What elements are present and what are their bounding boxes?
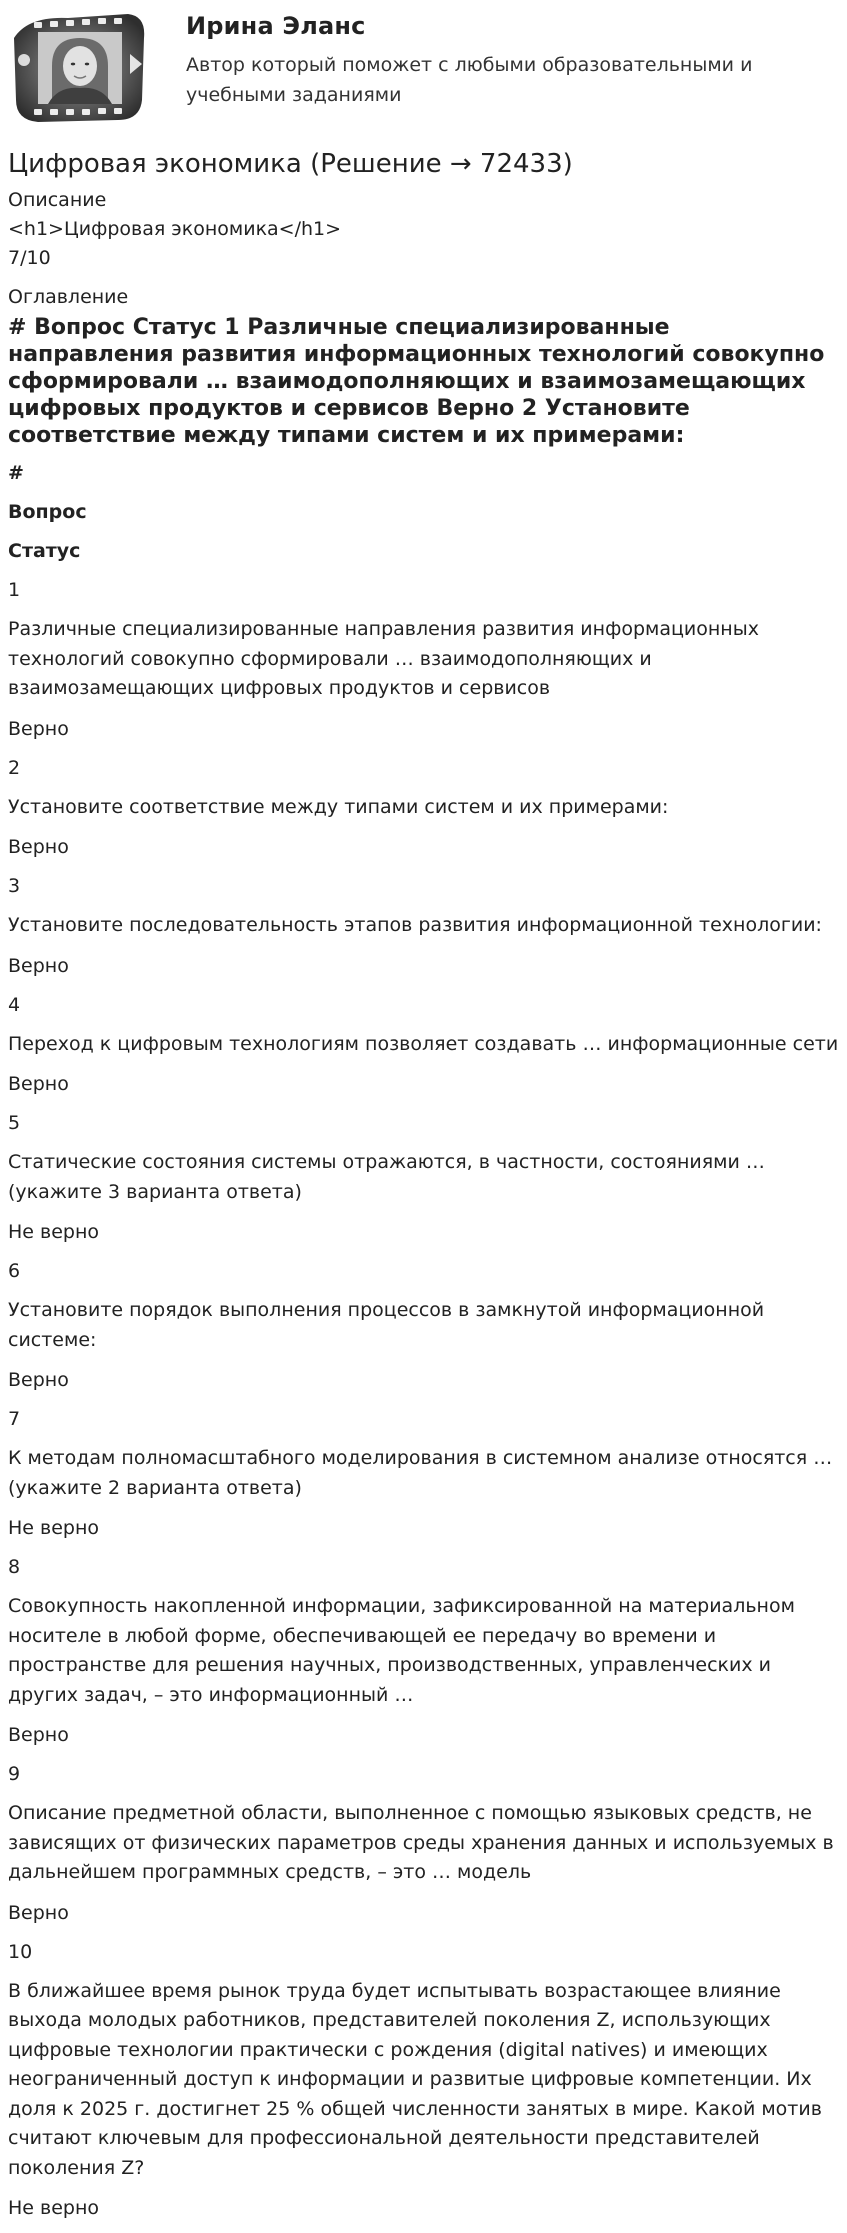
question-text: Статические состояния системы отражаются, в частности, состояниями … (укажите 3 варианта ответа) xyxy=(8,1151,765,1203)
question-text: Совокупность накопленной информации, зафиксированной на материальном носителе в любой форме, обеспечивающей ее передачу во времени и пространстве для решения научных, производственных, управленческих и других задач, – это информационный … xyxy=(8,1595,795,1706)
question-status: Не верно xyxy=(8,1221,100,1243)
question-number: 9 xyxy=(8,1763,21,1785)
question-text: В ближайшее время рынок труда будет испытывать возрастающее влияние выхода молодых работников, представителей поколения Z, использующих цифровые технологии практически с рождения (digital natives) и имеющих неограниченный доступ к информации и развитые цифровые компетенции. Их доля к 2025 г. достигнет 25 % общей численности занятых в мире. Какой мотив считают ключевым для профессиональной деятельности представителей поколения Z? xyxy=(8,1979,822,2179)
toc-label: Оглавление xyxy=(8,286,129,308)
question-status: Верно xyxy=(8,1901,69,1924)
question-number: 5 xyxy=(8,1112,21,1134)
question-text: Установите соответствие между типами систем и их примерами: xyxy=(8,795,669,818)
question-status: Верно xyxy=(8,836,69,858)
question-text: Установите порядок выполнения процессов в замкнутой информационной системе: xyxy=(8,1299,765,1351)
question-text: Установите последовательность этапов развития информационной технологии: xyxy=(8,914,822,936)
question-status: Верно xyxy=(8,717,69,740)
author-name[interactable]: Ирина Эланс xyxy=(186,12,366,40)
question-row xyxy=(8,1553,840,1749)
question-row xyxy=(8,872,840,980)
question-status: Верно xyxy=(8,954,69,977)
column-status-header: Статус xyxy=(8,540,81,562)
question-number: 6 xyxy=(8,1260,21,1282)
question-status: Не верно xyxy=(8,1517,100,1539)
column-question-header: Вопрос xyxy=(8,501,87,523)
question-row xyxy=(8,1257,840,1394)
author-header xyxy=(0,0,847,140)
main-content xyxy=(8,146,840,2233)
question-number: 4 xyxy=(8,993,21,1016)
question-number: 1 xyxy=(8,579,21,601)
question-text: Различные специализированные направления развития информационных технологий совокупно сформировали … взаимодополняющих и взаимозамещающих цифровых продуктов и сервисов xyxy=(8,618,759,699)
author-avatar[interactable] xyxy=(8,8,150,126)
question-number: 3 xyxy=(8,875,21,897)
question-number: 8 xyxy=(8,1556,21,1578)
question-number: 10 xyxy=(8,1940,33,1963)
description-label: Описание xyxy=(8,189,107,211)
toc-heading: # Вопрос Статус 1 Различные специализированные направления развития информационных технологий совокупно сформировали … взаимодополняющих и взаимозамещающих цифровых продуктов и сервисов Верно 2 Установите соответствие между типами систем и их примерами: xyxy=(8,315,825,448)
question-text: Переход к цифровым технологиям позволяет создавать … информационные сети xyxy=(8,1032,839,1055)
question-text: Описание предметной области, выполненное с помощью языковых средств, не зависящих от физических параметров среды хранения данных и используемых в дальнейшем программных средств, – это … модель xyxy=(8,1802,834,1883)
question-row xyxy=(8,576,840,743)
question-number: 2 xyxy=(8,756,21,779)
question-row xyxy=(8,1760,840,1927)
question-status: Верно xyxy=(8,1724,69,1746)
author-description: Автор который поможет с любыми образовательными и учебными заданиями xyxy=(186,54,753,106)
question-status: Верно xyxy=(8,1073,69,1095)
question-status: Не верно xyxy=(8,2197,100,2219)
question-number: 7 xyxy=(8,1408,21,1430)
avatar-photo-frame xyxy=(8,8,150,126)
question-row xyxy=(8,754,840,862)
question-row xyxy=(8,1938,840,2223)
question-row xyxy=(8,1109,840,1246)
page-title: Цифровая экономика (Решение → 72433) xyxy=(8,149,573,179)
question-text: К методам полномасштабного моделирования в системном анализе относятся … (укажите 2 варианта ответа) xyxy=(8,1447,833,1499)
question-status: Верно xyxy=(8,1369,69,1391)
question-row xyxy=(8,1405,840,1542)
question-list xyxy=(8,576,840,2222)
column-number-header: # xyxy=(8,462,24,484)
description-raw: <h1>Цифровая экономика</h1> xyxy=(8,218,342,240)
score: 7/10 xyxy=(8,247,51,269)
question-row xyxy=(8,991,840,1099)
